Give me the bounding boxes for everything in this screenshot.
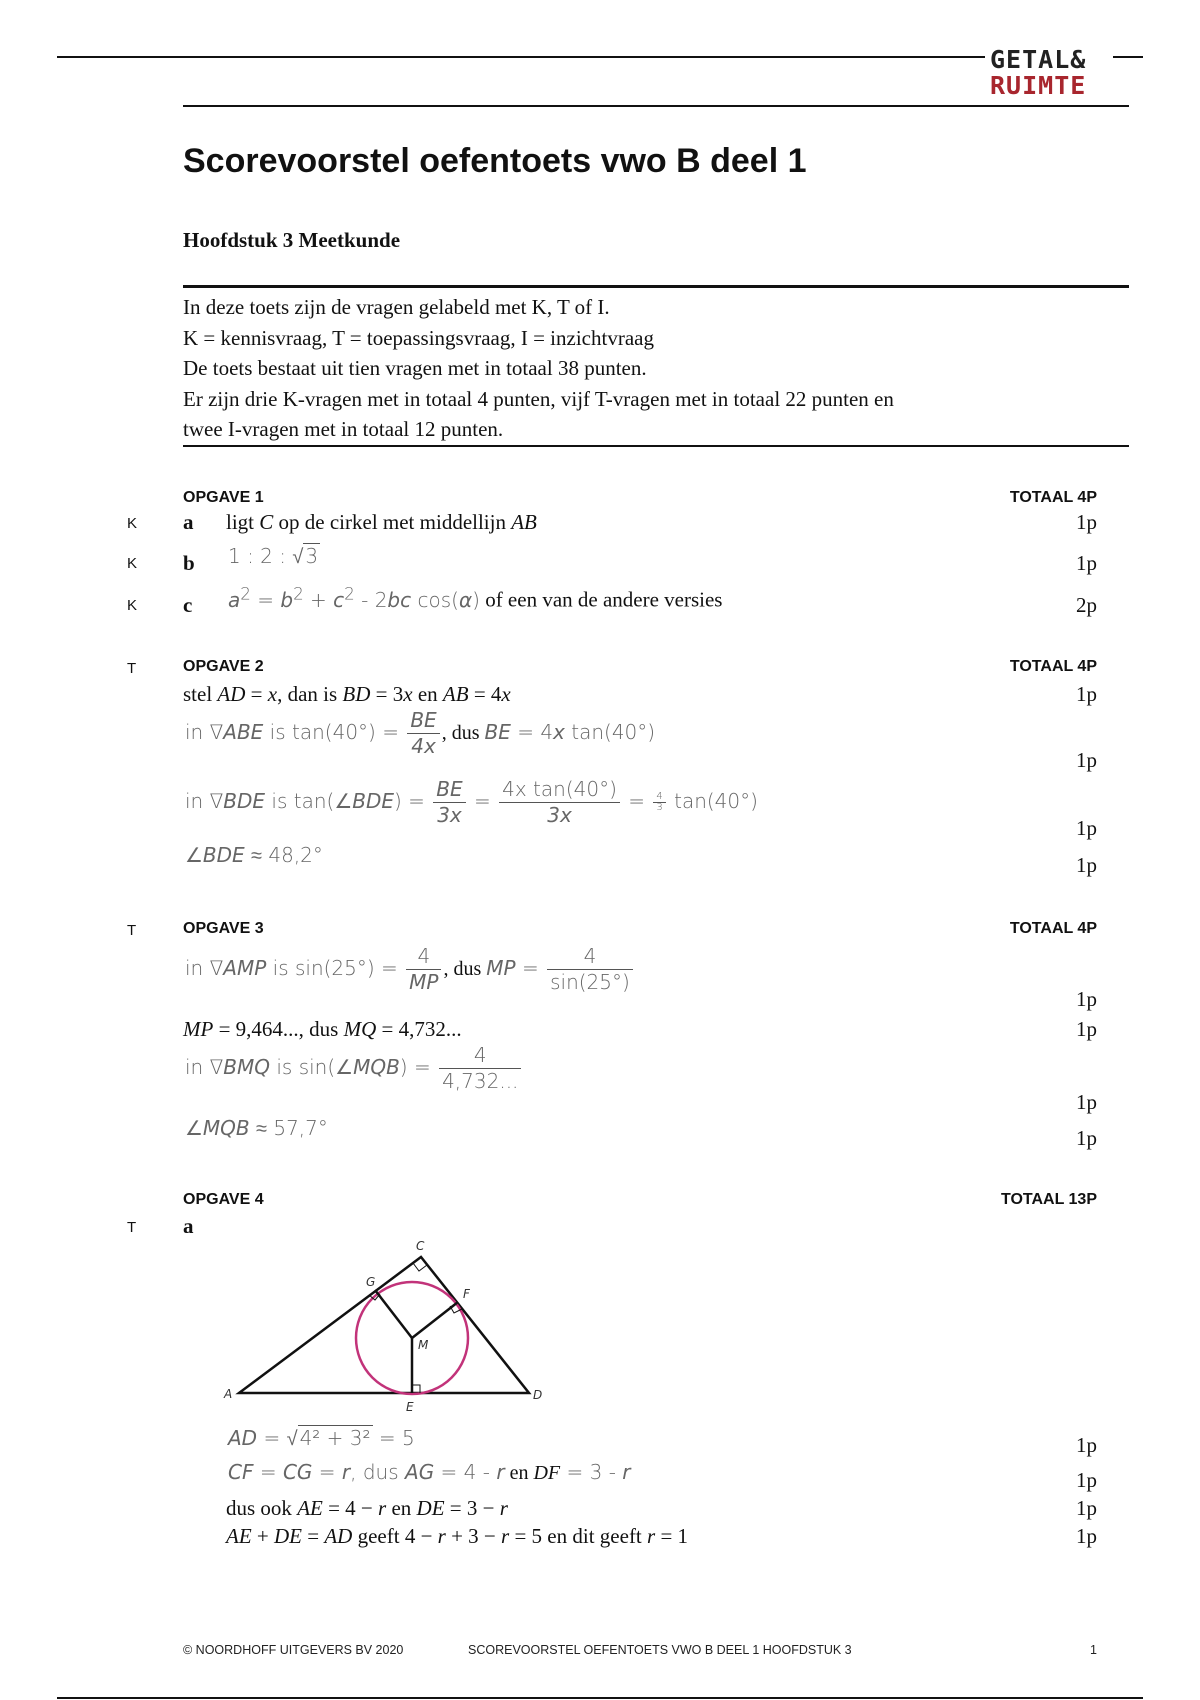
label-f: F — [463, 1287, 470, 1301]
opgave3-line3: in ∇BMQ is sin(∠MQB) = $\frac{4}{4,732...}$ — [185, 1043, 523, 1094]
opgave4-total: TOTAAL 13P — [1000, 1191, 1097, 1208]
points: 1p — [1076, 551, 1097, 575]
question-letter: b — [183, 551, 195, 575]
question-letter: a — [183, 1214, 194, 1238]
points: 1p — [1076, 510, 1097, 534]
triangle-acd — [239, 1257, 529, 1393]
triangle-incircle-figure — [218, 1236, 558, 1416]
opgave4-line4: AE + DE = AD geeft 4 − r + 3 − r = 5 en dit geeft r = 1 — [226, 1524, 689, 1548]
opgave1a-answer: ligt C op de cirkel met middellijn AB — [226, 510, 537, 534]
question-label: T — [127, 660, 137, 677]
opgave2-line2: in ∇ABE is tan(40°) = $\frac{BE}{4x}$ , dus BE = 4x tan(40°) — [185, 708, 656, 758]
question-label: T — [127, 1219, 137, 1236]
points: 1p — [1076, 1090, 1097, 1114]
intro-line: In deze toets zijn de vragen gelabeld met K, T of I. — [183, 295, 610, 319]
intro-block — [183, 292, 894, 445]
points: 1p — [1076, 987, 1097, 1011]
opgave1c-answer: $a^2 = b^2 + c^2 - 2bc$ cos(α) of een van de andere versies — [228, 584, 723, 612]
label-d: D — [533, 1388, 543, 1402]
points: 1p — [1076, 1496, 1097, 1520]
opgave3-line1: in ∇AMP is sin(25°) = $\frac{4}{MP}$ , dus MP = $\frac{4}{\sin(25^\circ)}$ — [185, 944, 635, 995]
publisher-logo — [990, 47, 1108, 99]
footer-rule — [57, 1697, 1143, 1699]
opgave4-heading: OPGAVE 4 — [183, 1191, 264, 1208]
intro-line: Er zijn drie K-vragen met in totaal 4 punten, vijf T-vragen met in totaal 22 punten en — [183, 386, 894, 411]
opgave2-line1: stel AD = x, dan is BD = 3x en AB = 4x — [183, 682, 511, 706]
question-label: K — [127, 515, 138, 532]
points: 2p — [1076, 593, 1097, 617]
opgave3-line4: ∠MQB ≈ 57,7° — [185, 1116, 328, 1140]
label-a: A — [224, 1387, 233, 1401]
points: 1p — [1076, 682, 1097, 706]
intro-rule-bottom — [183, 445, 1129, 447]
label-g: G — [366, 1275, 376, 1289]
radius-mg — [375, 1290, 412, 1338]
opgave3-heading: OPGAVE 3 — [183, 920, 264, 937]
logo-line1: GETAL& — [990, 45, 1087, 74]
question-label: T — [127, 922, 137, 939]
opgave2-heading: OPGAVE 2 — [183, 658, 264, 675]
label-e: E — [406, 1400, 414, 1414]
header-rule — [183, 105, 1129, 107]
chapter-subtitle: Hoofdstuk 3 Meetkunde — [183, 228, 401, 252]
opgave3-total: TOTAAL 4P — [1009, 920, 1097, 937]
points: 1p — [1076, 816, 1097, 840]
footer-document: SCOREVOORSTEL OEFENTOETS VWO B DEEL 1 HOOFDSTUK 3 — [468, 1643, 852, 1657]
logo-line2: RUIMTE — [990, 71, 1087, 100]
question-letter: c — [183, 593, 193, 617]
opgave1-total: TOTAAL 4P — [1009, 489, 1097, 506]
points: 1p — [1076, 853, 1097, 877]
label-m: M — [418, 1338, 429, 1352]
intro-rule-top — [183, 285, 1129, 288]
label-c: C — [416, 1239, 425, 1253]
points: 1p — [1076, 1126, 1097, 1150]
top-rule-right — [1113, 56, 1143, 58]
intro-line: K = kennisvraag, T = toepassingsvraag, I = inzichtvraag — [183, 325, 654, 350]
question-letter: a — [183, 510, 194, 534]
page-title: Scorevoorstel oefentoets vwo B deel 1 — [183, 142, 807, 180]
points: 1p — [1076, 1468, 1097, 1492]
top-rule-left — [57, 56, 985, 58]
intro-line: De toets bestaat uit tien vragen met in totaal 38 punten. — [183, 356, 647, 380]
opgave2-line4: ∠BDE ≈ 48,2° — [185, 843, 323, 867]
question-label: K — [127, 555, 138, 572]
right-angle-mark-c — [413, 1263, 427, 1271]
opgave3-line2: MP = 9,464..., dus MQ = 4,732... — [183, 1017, 462, 1041]
question-label: K — [127, 597, 138, 614]
opgave1b-answer: 1 : 2 : √ 3 — [228, 544, 319, 568]
opgave1-heading: OPGAVE 1 — [183, 489, 264, 506]
opgave4-line3: dus ook AE = 4 − r en DE = 3 − r — [226, 1496, 508, 1520]
points: 1p — [1076, 1433, 1097, 1457]
opgave4-line2: CF = CG = r, dus AG = 4 - r en DF = 3 - r — [228, 1460, 631, 1484]
opgave2-line3: in ∇BDE is tan(∠BDE) = $\frac{BE}{3x}$ = $\frac{\text{4x tan(40°)}}{3x}$ = $\frac{4}{3}$ tan(40°) — [185, 777, 758, 827]
intro-line: twee I-vragen met in totaal 12 punten. — [183, 417, 504, 441]
points: 1p — [1076, 748, 1097, 772]
footer-copyright: © NOORDHOFF UITGEVERS BV 2020 — [183, 1643, 404, 1657]
points: 1p — [1076, 1524, 1097, 1548]
footer-page-number: 1 — [1090, 1643, 1097, 1657]
opgave2-total: TOTAAL 4P — [1009, 658, 1097, 675]
opgave4-line1: AD = √ 4² + 3² = 5 — [228, 1426, 415, 1450]
points: 1p — [1076, 1017, 1097, 1041]
